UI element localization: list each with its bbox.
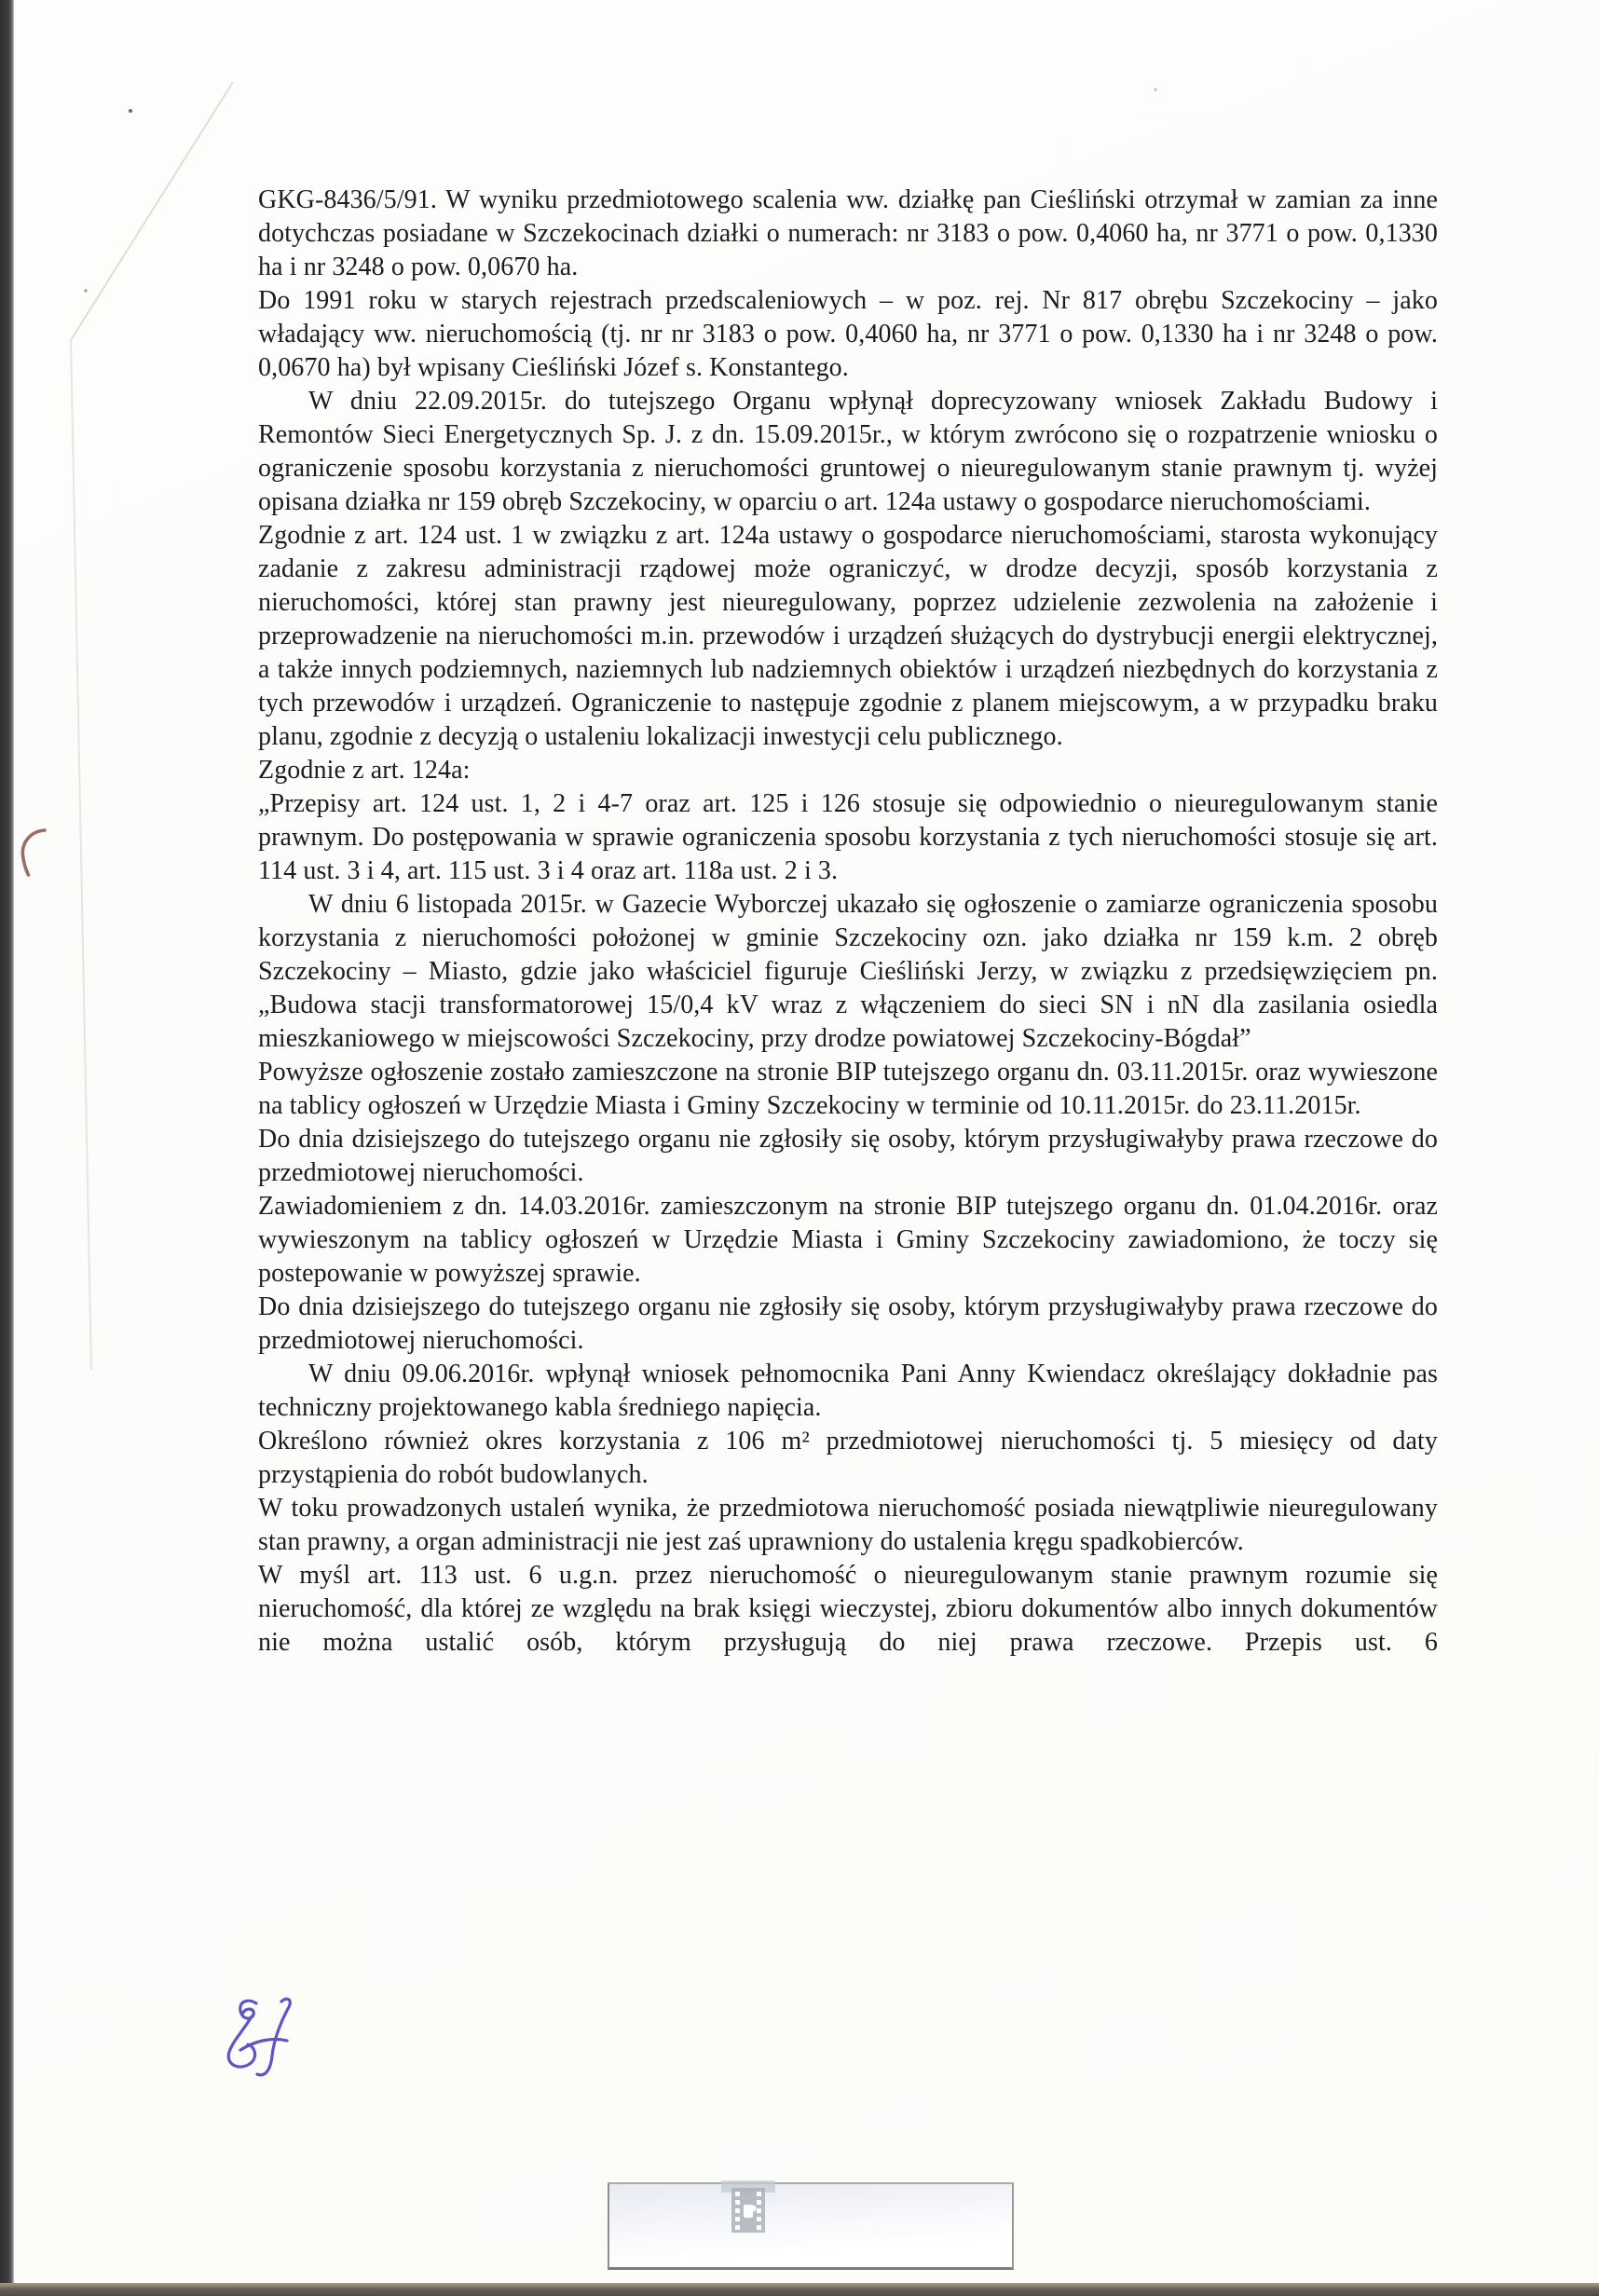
page-edge-diagonal-line xyxy=(71,82,233,340)
signature-stroke xyxy=(240,2001,256,2018)
paragraph-no-claims-2: Do dnia dzisiejszego do tutejszego organu nie zgłosiły się osoby, którym przysługiwałyby prawa rzeczowe do przedmiotowej nieruchomości. xyxy=(258,1292,1438,1355)
scanner-edge-bar xyxy=(0,0,14,2296)
paragraph-gazeta-announcement: W dniu 6 listopada 2015r. w Gazecie Wyborczej ukazało się ogłoszenie o zamiarze ograniczenia sposobu korzystania z nieruchomości położonej w gminie Szczekociny ozn. jako działka nr 159 k.m. 2 obręb Szczekociny – Miasto, gdzie jako właściciel figuruje Cieśliński Jerzy, w związku z przedsięwzięciem pn. „Budowa stacji transformatorowej 15/0,4 kV wraz z włączeniem do sieci SN i nN dla zasilania osiedla mieszkaniowego w miejscowości Szczekociny, przy drodze powiatowej Szczekociny-Bógdał” xyxy=(258,890,1438,1053)
paragraph-attorney-request: W dniu 09.06.2016r. wpłynął wniosek pełnomocnika Pani Anny Kwiendacz określający dokładnie pas techniczny projektowanego kabla średniego napięcia. xyxy=(258,1360,1438,1422)
scan-speck xyxy=(84,289,87,292)
paragraph-old-registers: Do 1991 roku w starych rejestrach przedscaleniowych – w poz. rej. Nr 817 obrębu Szczekociny – jako władający ww. nieruchomością (tj. nr nr 3183 o pow. 0,4060 ha, nr 3771 o pow. 0,1330 ha i nr 3248 o pow. 0,0670 ha) był wpisany Cieśliński Józef s. Konstantego. xyxy=(258,286,1438,382)
signature-stroke xyxy=(257,1999,290,2075)
attachment-label-box xyxy=(608,2182,1014,2270)
film-strip-icon xyxy=(719,2180,777,2234)
handwritten-initials-signature xyxy=(212,1992,301,2095)
bottom-scan-band xyxy=(0,2283,1599,2296)
signature-stroke xyxy=(228,2016,254,2067)
paragraph-findings: W toku prowadzonych ustaleń wynika, że przedmiotowa nieruchomość posiada niewątpliwie nieuregulowany stan prawny, a organ administracji nie jest zaś uprawniony do ustalenia kręgu spadkobierców. xyxy=(258,1494,1438,1556)
scan-speck xyxy=(129,109,132,113)
page-edge-vertical-line xyxy=(71,340,91,1370)
paragraph-application-2015: W dniu 22.09.2015r. do tutejszego Organu wpłynął doprecyzowany wniosek Zakładu Budowy i Remontów Sieci Energetycznych Sp. J. z dn. 15.09.2015r., w którym zwrócono się o rozpatrzenie wniosku o ograniczenie sposobu korzystania z nieruchomości gruntowej o nieuregulowanym stanie prawnym tj. wyżej opisana działka nr 159 obręb Szczekociny, w oparciu o art. 124a ustawy o gospodarce nieruchomościami. xyxy=(258,387,1438,516)
margin-pen-mark xyxy=(22,830,45,875)
paragraph-art-124a-quote: „Przepisy art. 124 ust. 1, 2 i 4-7 oraz art. 125 i 126 stosuje się odpowiednio o nieuregulowanym stanie prawnym. Do postępowania w sprawie ograniczenia sposobu korzystania z tych nieruchomości stosuje się art. 114 ust. 3 i 4, art. 115 ust. 3 i 4 oraz art. 118a ust. 2 i 3. xyxy=(258,789,1438,885)
paragraph-case-reference: GKG-8436/5/91. W wyniku przedmiotowego scalenia ww. działkę pan Cieśliński otrzymał w zamian za inne dotychczas posiadane w Szczekocinach działki o numerach: nr 3183 o pow. 0,4060 ha, nr 3771 o pow. 0,1330 ha i nr 3248 o pow. 0,0670 ha. xyxy=(258,185,1438,281)
paragraph-notification-2016: Zawiadomieniem z dn. 14.03.2016r. zamieszczonym na stronie BIP tutejszego organu dn. 01.04.2016r. oraz wywieszonym na tablicy ogłoszeń w Urzędzie Miasta i Gminy Szczekociny zawiadomiono, że toczy się postepowanie w powyższej sprawie. xyxy=(258,1192,1438,1288)
paragraph-no-claims-1: Do dnia dzisiejszego do tutejszego organu nie zgłosiły się osoby, którym przysługiwałyby prawa rzeczowe do przedmiotowej nieruchomości. xyxy=(258,1125,1438,1187)
document-body-text xyxy=(258,184,1438,1660)
paragraph-bip-posting: Powyższe ogłoszenie zostało zamieszczone na stronie BIP tutejszego organu dn. 03.11.2015r. oraz wywieszone na tablicy ogłoszeń w Urzędzie Miasta i Gminy Szczekociny w terminie od 10.11.2015r. do 23.11.2015r. xyxy=(258,1058,1438,1120)
scan-speck xyxy=(1154,88,1156,90)
paragraph-art-124: Zgodnie z art. 124 ust. 1 w związku z art. 124a ustawy o gospodarce nieruchomościami, starosta wykonujący zadanie z zakresu administracji rządowej może ograniczyć, w drodze decyzji, sposób korzystania z nieruchomości, której stan prawny jest nieuregulowany, poprzez udzielenie zezwolenia na założenie i przeprowadzenie na nieruchomości m.in. przewodów i urządzeń służących do dystrybucji energii elektrycznej, a także innych podziemnych, naziemnych lub nadziemnych obiektów i urządzeń niezbędnych do korzystania z tych przewodów i urządzeń. Ograniczenie to następuje zgodnie z planem miejscowym, a w przypadku braku planu, zgodnie z decyzją o ustaleniu lokalizacji inwestycji celu publicznego. xyxy=(258,521,1438,751)
paragraph-art-113: W myśl art. 113 ust. 6 u.g.n. przez nieruchomość o nieuregulowanym stanie prawnym rozumie się nieruchomość, dla której ze względu na brak księgi wieczystej, zbioru dokumentów albo innych dokumentów nie można ustalić osób, którym przysługują do niej prawa rzeczowe. Przepis ust. 6 xyxy=(258,1561,1438,1657)
signature-stroke xyxy=(240,2039,287,2050)
paragraph-usage-period: Określono również okres korzystania z 106 m² przedmiotowej nieruchomości tj. 5 miesięcy od daty przystąpienia do robót budowlanych. xyxy=(258,1427,1438,1489)
paragraph-art-124a-heading: Zgodnie z art. 124a: xyxy=(258,756,471,785)
